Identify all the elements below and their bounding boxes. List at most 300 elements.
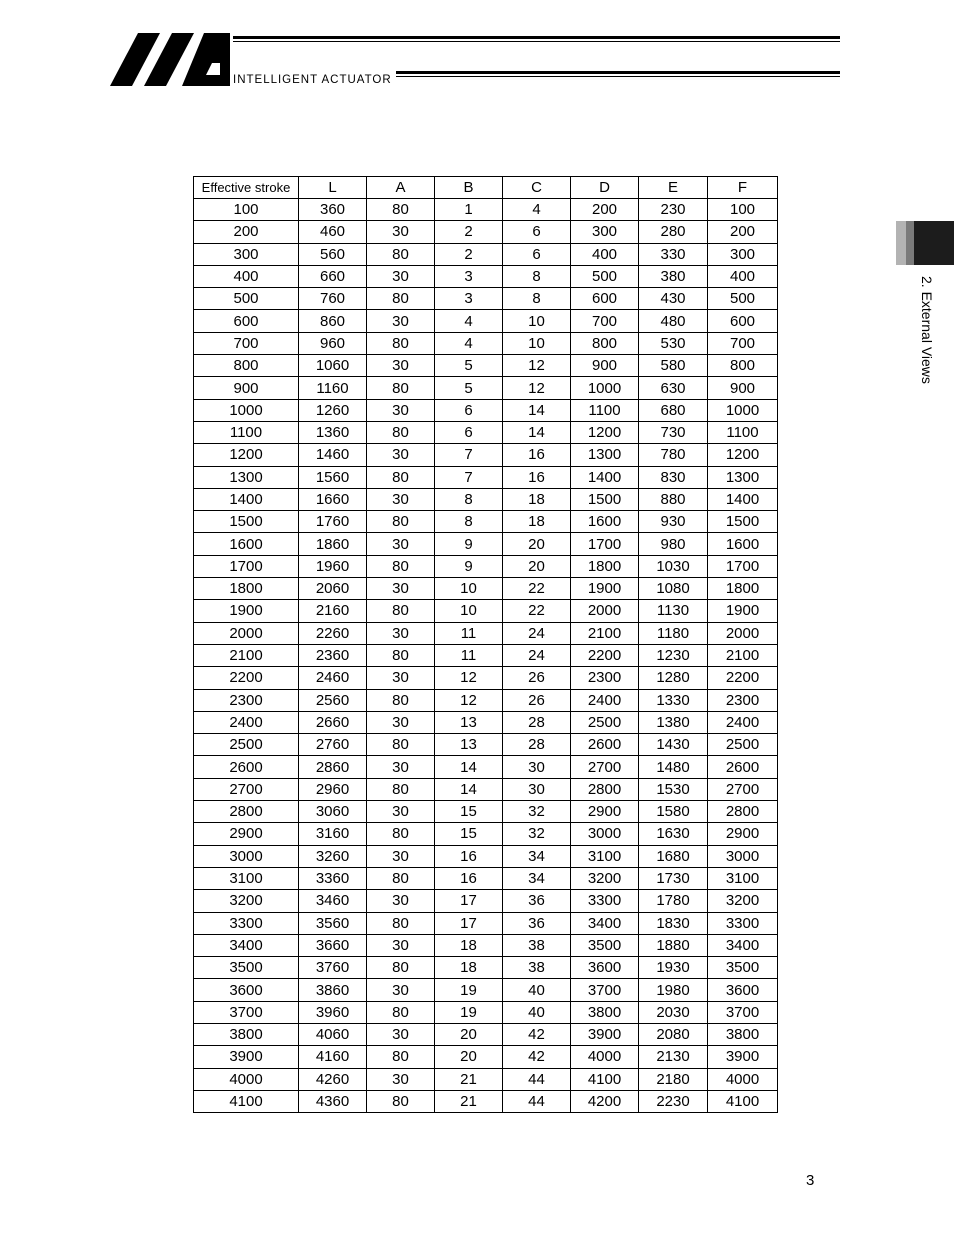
table-cell: 80 — [367, 1090, 435, 1112]
table-cell: 1230 — [639, 644, 708, 666]
table-cell: 2400 — [708, 711, 778, 733]
table-cell: 42 — [503, 1046, 571, 1068]
table-cell: 3400 — [194, 934, 299, 956]
table-cell: 80 — [367, 778, 435, 800]
table-cell: 80 — [367, 689, 435, 711]
table-row — [194, 823, 778, 845]
table-cell: 2900 — [194, 823, 299, 845]
table-cell: 80 — [367, 734, 435, 756]
table-cell: 80 — [367, 867, 435, 889]
table-cell: 4000 — [708, 1068, 778, 1090]
table-cell: 1960 — [299, 555, 367, 577]
table-cell: 7 — [435, 444, 503, 466]
table-cell: 28 — [503, 711, 571, 733]
header-rule-top-thin — [233, 41, 840, 42]
table-cell: 16 — [435, 867, 503, 889]
table-cell: 1600 — [571, 511, 639, 533]
table-cell: 4060 — [299, 1023, 367, 1045]
table-row — [194, 912, 778, 934]
table-cell: 3300 — [708, 912, 778, 934]
table-cell: 500 — [194, 288, 299, 310]
table-cell: 2700 — [708, 778, 778, 800]
table-cell: 5 — [435, 377, 503, 399]
table-row — [194, 845, 778, 867]
table-row — [194, 265, 778, 287]
table-cell: 40 — [503, 1001, 571, 1023]
table-cell: 4100 — [708, 1090, 778, 1112]
table-cell: 3100 — [194, 867, 299, 889]
table-cell: 1430 — [639, 734, 708, 756]
table-cell: 1100 — [194, 421, 299, 443]
table-cell: 3860 — [299, 979, 367, 1001]
table-cell: 800 — [708, 355, 778, 377]
table-cell: 80 — [367, 555, 435, 577]
table-cell: 2100 — [571, 622, 639, 644]
table-cell: 3460 — [299, 890, 367, 912]
table-cell: 20 — [435, 1023, 503, 1045]
table-cell: 1900 — [571, 578, 639, 600]
table-cell: 1660 — [299, 488, 367, 510]
table-cell: 80 — [367, 1046, 435, 1068]
table-cell: 32 — [503, 801, 571, 823]
table-cell: 700 — [708, 332, 778, 354]
chapter-tab — [896, 221, 954, 265]
table-cell: 2800 — [708, 801, 778, 823]
table-cell: 30 — [367, 934, 435, 956]
table-cell: 2400 — [194, 711, 299, 733]
table-cell: 4260 — [299, 1068, 367, 1090]
table-row — [194, 421, 778, 443]
table-cell: 600 — [708, 310, 778, 332]
table-cell: 2500 — [194, 734, 299, 756]
table-cell: 30 — [367, 1068, 435, 1090]
table-cell: 2900 — [571, 801, 639, 823]
table-cell: 600 — [571, 288, 639, 310]
table-cell: 3700 — [194, 1001, 299, 1023]
table-row — [194, 890, 778, 912]
table-cell: 3000 — [708, 845, 778, 867]
table-cell: 2760 — [299, 734, 367, 756]
table-cell: 30 — [367, 890, 435, 912]
table-cell: 3300 — [194, 912, 299, 934]
column-header: F — [708, 177, 778, 199]
table-cell: 2400 — [571, 689, 639, 711]
table-cell: 800 — [194, 355, 299, 377]
table-cell: 1900 — [708, 600, 778, 622]
table-cell: 1200 — [708, 444, 778, 466]
table-cell: 1000 — [571, 377, 639, 399]
table-row — [194, 644, 778, 666]
table-cell: 16 — [503, 466, 571, 488]
table-cell: 2080 — [639, 1023, 708, 1045]
table-cell: 8 — [503, 288, 571, 310]
column-header: A — [367, 177, 435, 199]
table-cell: 580 — [639, 355, 708, 377]
table-cell: 21 — [435, 1090, 503, 1112]
table-cell: 6 — [435, 421, 503, 443]
table-cell: 18 — [503, 511, 571, 533]
table-cell: 1500 — [194, 511, 299, 533]
table-cell: 1330 — [639, 689, 708, 711]
table-cell: 600 — [194, 310, 299, 332]
table-cell: 30 — [367, 488, 435, 510]
table-cell: 6 — [503, 221, 571, 243]
table-cell: 480 — [639, 310, 708, 332]
table-cell: 2700 — [194, 778, 299, 800]
table-cell: 2900 — [708, 823, 778, 845]
table-cell: 18 — [503, 488, 571, 510]
table-cell: 1500 — [571, 488, 639, 510]
table-cell: 1300 — [708, 466, 778, 488]
table-cell: 1900 — [194, 600, 299, 622]
table-cell: 4 — [435, 332, 503, 354]
table-cell: 1580 — [639, 801, 708, 823]
table-cell: 38 — [503, 957, 571, 979]
table-cell: 1360 — [299, 421, 367, 443]
table-cell: 20 — [503, 533, 571, 555]
table-cell: 3900 — [708, 1046, 778, 1068]
table-cell: 3060 — [299, 801, 367, 823]
table-cell: 2600 — [571, 734, 639, 756]
table-cell: 3600 — [708, 979, 778, 1001]
table-cell: 24 — [503, 622, 571, 644]
iai-logo — [110, 33, 230, 86]
table-cell: 3800 — [708, 1023, 778, 1045]
table-cell: 800 — [571, 332, 639, 354]
column-header: Effective stroke — [194, 177, 299, 199]
table-cell: 1 — [435, 199, 503, 221]
table-cell: 2300 — [708, 689, 778, 711]
table-cell: 780 — [639, 444, 708, 466]
table-cell: 1930 — [639, 957, 708, 979]
table-cell: 1500 — [708, 511, 778, 533]
table-cell: 930 — [639, 511, 708, 533]
table-cell: 3600 — [571, 957, 639, 979]
table-row — [194, 444, 778, 466]
table-cell: 10 — [435, 600, 503, 622]
table-cell: 17 — [435, 890, 503, 912]
table-cell: 500 — [708, 288, 778, 310]
table-cell: 430 — [639, 288, 708, 310]
table-cell: 2 — [435, 243, 503, 265]
table-cell: 2660 — [299, 711, 367, 733]
table-cell: 3000 — [194, 845, 299, 867]
table-cell: 2700 — [571, 756, 639, 778]
table-cell: 1100 — [708, 421, 778, 443]
table-cell: 2560 — [299, 689, 367, 711]
table-cell: 18 — [435, 957, 503, 979]
chapter-tab-label: 2. External Views — [919, 276, 935, 384]
table-cell: 3300 — [571, 890, 639, 912]
column-header: B — [435, 177, 503, 199]
page-number: 3 — [806, 1172, 815, 1189]
table-cell: 3260 — [299, 845, 367, 867]
table-cell: 830 — [639, 466, 708, 488]
table-cell: 2100 — [708, 644, 778, 666]
table-cell: 330 — [639, 243, 708, 265]
table-cell: 5 — [435, 355, 503, 377]
table-cell: 1460 — [299, 444, 367, 466]
table-cell: 2600 — [194, 756, 299, 778]
table-cell: 700 — [571, 310, 639, 332]
table-cell: 34 — [503, 867, 571, 889]
table-cell: 1700 — [571, 533, 639, 555]
table-cell: 1800 — [194, 578, 299, 600]
header-rule-top-thick — [233, 36, 840, 39]
table-cell: 1600 — [708, 533, 778, 555]
table-row — [194, 199, 778, 221]
table-cell: 3800 — [194, 1023, 299, 1045]
column-header: L — [299, 177, 367, 199]
table-cell: 400 — [194, 265, 299, 287]
table-cell: 2300 — [571, 667, 639, 689]
table-cell: 1300 — [194, 466, 299, 488]
table-cell: 30 — [367, 533, 435, 555]
table-cell: 960 — [299, 332, 367, 354]
table-cell: 80 — [367, 466, 435, 488]
table-cell: 400 — [708, 265, 778, 287]
table-cell: 4100 — [194, 1090, 299, 1112]
dimension-table — [193, 176, 778, 1113]
table-cell: 700 — [194, 332, 299, 354]
table-cell: 12 — [503, 377, 571, 399]
table-cell: 80 — [367, 644, 435, 666]
table-cell: 3500 — [194, 957, 299, 979]
table-row — [194, 734, 778, 756]
table-cell: 3600 — [194, 979, 299, 1001]
table-cell: 1300 — [571, 444, 639, 466]
table-cell: 80 — [367, 1001, 435, 1023]
table-cell: 80 — [367, 421, 435, 443]
table-cell: 36 — [503, 890, 571, 912]
table-row — [194, 934, 778, 956]
table-row — [194, 1090, 778, 1112]
table-cell: 30 — [367, 667, 435, 689]
table-cell: 28 — [503, 734, 571, 756]
table-cell: 2000 — [571, 600, 639, 622]
table-row — [194, 488, 778, 510]
table-cell: 2060 — [299, 578, 367, 600]
table-row — [194, 578, 778, 600]
table-cell: 560 — [299, 243, 367, 265]
table-cell: 14 — [503, 421, 571, 443]
table-row — [194, 332, 778, 354]
table-cell: 20 — [435, 1046, 503, 1068]
table-cell: 30 — [367, 310, 435, 332]
table-cell: 80 — [367, 823, 435, 845]
table-cell: 1400 — [708, 488, 778, 510]
table-cell: 8 — [435, 511, 503, 533]
column-header: E — [639, 177, 708, 199]
table-cell: 200 — [571, 199, 639, 221]
table-cell: 460 — [299, 221, 367, 243]
table-cell: 100 — [708, 199, 778, 221]
table-cell: 900 — [571, 355, 639, 377]
table-row — [194, 711, 778, 733]
table-cell: 12 — [435, 667, 503, 689]
table-cell: 1000 — [708, 399, 778, 421]
table-cell: 30 — [367, 622, 435, 644]
table-cell: 1700 — [708, 555, 778, 577]
table-cell: 11 — [435, 644, 503, 666]
table-cell: 2800 — [194, 801, 299, 823]
table-cell: 80 — [367, 912, 435, 934]
table-cell: 1180 — [639, 622, 708, 644]
table-cell: 80 — [367, 600, 435, 622]
table-cell: 4 — [435, 310, 503, 332]
table-cell: 3900 — [571, 1023, 639, 1045]
column-header: C — [503, 177, 571, 199]
table-row — [194, 756, 778, 778]
table-cell: 680 — [639, 399, 708, 421]
table-row — [194, 667, 778, 689]
table-cell: 3660 — [299, 934, 367, 956]
table-cell: 2860 — [299, 756, 367, 778]
table-cell: 1800 — [708, 578, 778, 600]
table-cell: 6 — [435, 399, 503, 421]
table-cell: 4360 — [299, 1090, 367, 1112]
table-cell: 30 — [367, 265, 435, 287]
table-cell: 30 — [503, 756, 571, 778]
table-cell: 12 — [503, 355, 571, 377]
table-cell: 32 — [503, 823, 571, 845]
table-cell: 3700 — [571, 979, 639, 1001]
table-cell: 4000 — [571, 1046, 639, 1068]
table-cell: 730 — [639, 421, 708, 443]
table-cell: 300 — [571, 221, 639, 243]
table-cell: 3400 — [708, 934, 778, 956]
table-cell: 3960 — [299, 1001, 367, 1023]
table-cell: 30 — [367, 756, 435, 778]
table-cell: 2200 — [571, 644, 639, 666]
table-row — [194, 957, 778, 979]
table-cell: 4160 — [299, 1046, 367, 1068]
table-cell: 30 — [367, 801, 435, 823]
table-row — [194, 979, 778, 1001]
table-cell: 3500 — [571, 934, 639, 956]
table-cell: 100 — [194, 199, 299, 221]
table-cell: 12 — [435, 689, 503, 711]
table-cell: 3160 — [299, 823, 367, 845]
table-cell: 1060 — [299, 355, 367, 377]
table-cell: 30 — [367, 399, 435, 421]
table-cell: 3500 — [708, 957, 778, 979]
table-cell: 14 — [503, 399, 571, 421]
table-cell: 10 — [503, 310, 571, 332]
table-cell: 2000 — [708, 622, 778, 644]
table-cell: 2180 — [639, 1068, 708, 1090]
table-cell: 2 — [435, 221, 503, 243]
table-cell: 4000 — [194, 1068, 299, 1090]
table-cell: 200 — [708, 221, 778, 243]
table-cell: 1200 — [571, 421, 639, 443]
table-cell: 630 — [639, 377, 708, 399]
table-cell: 400 — [571, 243, 639, 265]
table-cell: 15 — [435, 801, 503, 823]
table-cell: 2100 — [194, 644, 299, 666]
table-cell: 2500 — [708, 734, 778, 756]
table-cell: 500 — [571, 265, 639, 287]
table-cell: 360 — [299, 199, 367, 221]
table-cell: 3360 — [299, 867, 367, 889]
table-cell: 1400 — [571, 466, 639, 488]
table-cell: 13 — [435, 711, 503, 733]
table-cell: 44 — [503, 1068, 571, 1090]
table-cell: 530 — [639, 332, 708, 354]
table-cell: 30 — [367, 355, 435, 377]
table-cell: 2960 — [299, 778, 367, 800]
table-cell: 1560 — [299, 466, 367, 488]
table-cell: 1530 — [639, 778, 708, 800]
header-rule-bottom-thick — [396, 71, 840, 74]
table-cell: 7 — [435, 466, 503, 488]
table-cell: 2160 — [299, 600, 367, 622]
table-cell: 2200 — [708, 667, 778, 689]
table-cell: 3800 — [571, 1001, 639, 1023]
table-cell: 3200 — [194, 890, 299, 912]
table-cell: 1280 — [639, 667, 708, 689]
table-cell: 30 — [367, 979, 435, 1001]
table-row — [194, 600, 778, 622]
table-header-row — [194, 177, 778, 199]
table-cell: 300 — [194, 243, 299, 265]
table-cell: 900 — [194, 377, 299, 399]
table-row — [194, 622, 778, 644]
table-cell: 80 — [367, 332, 435, 354]
table-row — [194, 399, 778, 421]
table-cell: 9 — [435, 533, 503, 555]
table-cell: 300 — [708, 243, 778, 265]
table-cell: 34 — [503, 845, 571, 867]
table-cell: 1700 — [194, 555, 299, 577]
table-cell: 1200 — [194, 444, 299, 466]
table-cell: 2460 — [299, 667, 367, 689]
table-cell: 1160 — [299, 377, 367, 399]
table-cell: 1860 — [299, 533, 367, 555]
table-cell: 3900 — [194, 1046, 299, 1068]
table-cell: 1630 — [639, 823, 708, 845]
header-rule-bottom-thin — [396, 76, 840, 77]
table-cell: 1080 — [639, 578, 708, 600]
table-cell: 3100 — [571, 845, 639, 867]
table-cell: 24 — [503, 644, 571, 666]
table-row — [194, 533, 778, 555]
table-cell: 9 — [435, 555, 503, 577]
table-cell: 2600 — [708, 756, 778, 778]
table-cell: 36 — [503, 912, 571, 934]
table-cell: 22 — [503, 578, 571, 600]
table-cell: 2500 — [571, 711, 639, 733]
table-cell: 8 — [503, 265, 571, 287]
table-cell: 30 — [367, 444, 435, 466]
table-row — [194, 1068, 778, 1090]
table-cell: 19 — [435, 1001, 503, 1023]
table-cell: 26 — [503, 667, 571, 689]
table-cell: 1400 — [194, 488, 299, 510]
table-cell: 16 — [435, 845, 503, 867]
table-cell: 3100 — [708, 867, 778, 889]
table-cell: 1000 — [194, 399, 299, 421]
table-row — [194, 355, 778, 377]
table-cell: 1830 — [639, 912, 708, 934]
table-row — [194, 288, 778, 310]
table-cell: 19 — [435, 979, 503, 1001]
table-row — [194, 801, 778, 823]
table-row — [194, 778, 778, 800]
table-cell: 80 — [367, 199, 435, 221]
table-cell: 3000 — [571, 823, 639, 845]
table-row — [194, 511, 778, 533]
